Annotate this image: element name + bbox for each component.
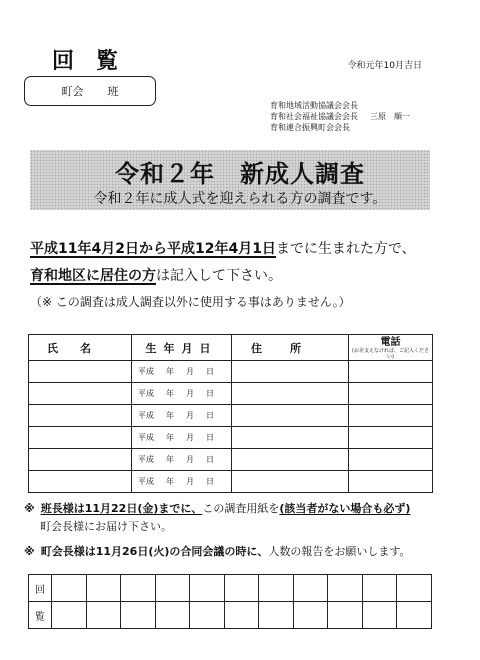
name-cell[interactable] (29, 383, 132, 405)
stamp-cell[interactable] (293, 575, 328, 602)
organization-block (270, 100, 410, 133)
residence-condition: 育和地区に居住の方 (30, 268, 156, 284)
stamp-cell[interactable] (362, 575, 397, 602)
intro-line-1-rest: までに生まれた方で、 (275, 241, 416, 257)
notice-2 (24, 543, 411, 559)
dob-unit: 日 (206, 411, 214, 420)
dob-unit: 月 (186, 367, 194, 376)
dob-unit: 年 (166, 367, 174, 376)
stamp-cell[interactable] (121, 575, 156, 602)
stamp-cell[interactable] (52, 575, 87, 602)
survey-table-header (29, 335, 433, 361)
dob-unit: 月 (186, 411, 194, 420)
stamp-cell[interactable] (328, 575, 363, 602)
notice-mark: ※ (24, 502, 35, 515)
org-line-3: 育和連合振興町会会長 (270, 123, 350, 132)
issue-date: 令和元年10月吉日 (347, 61, 422, 71)
stamp-cell[interactable] (397, 575, 432, 602)
address-cell[interactable] (232, 449, 349, 471)
survey-row (29, 471, 433, 493)
notice-1-mid: この調査用紙を (202, 502, 280, 515)
dob-unit: 平成 (138, 411, 154, 420)
header-name: 氏名 (29, 335, 132, 361)
dob-unit: 年 (166, 477, 174, 486)
dob-unit: 年 (166, 433, 174, 442)
address-cell[interactable] (232, 471, 349, 493)
stamp-cell[interactable] (121, 602, 156, 629)
dob-unit: 日 (206, 455, 214, 464)
stamp-cell[interactable] (190, 575, 225, 602)
stamp-cell[interactable] (293, 602, 328, 629)
stamp-cell[interactable] (259, 602, 294, 629)
phone-cell[interactable] (349, 383, 433, 405)
survey-row (29, 361, 433, 383)
dob-cell[interactable] (132, 449, 232, 471)
chokai-label: 町会 (61, 85, 84, 98)
dob-unit: 年 (166, 389, 174, 398)
org-line-1: 育和地域活動協議会会長 (270, 101, 358, 110)
notice-2-rest: 人数の報告をお願いします。 (268, 545, 411, 558)
dob-unit: 平成 (138, 389, 154, 398)
name-cell[interactable] (29, 405, 132, 427)
dob-unit: 日 (206, 433, 214, 442)
phone-cell[interactable] (349, 405, 433, 427)
dob-cell[interactable] (132, 471, 232, 493)
dob-cell[interactable] (132, 383, 232, 405)
address-cell[interactable] (232, 383, 349, 405)
stamp-cell[interactable] (155, 575, 190, 602)
circulation-row (29, 602, 432, 629)
phone-cell[interactable] (349, 449, 433, 471)
header-phone (349, 335, 433, 361)
phone-cell[interactable] (349, 361, 433, 383)
han-label: 班 (107, 85, 119, 98)
stamp-cell[interactable] (259, 575, 294, 602)
circulation-label: 回 (29, 575, 52, 602)
circulation-label: 覧 (29, 602, 52, 629)
birth-range: 平成11年4月2日から平成12年4月1日 (30, 241, 276, 257)
intro-line-2 (30, 265, 282, 285)
stamp-cell[interactable] (52, 602, 87, 629)
dob-unit: 月 (186, 455, 194, 464)
org-chairperson-name: 三原 順一 (370, 112, 410, 121)
survey-table (28, 334, 433, 493)
dob-unit: 日 (206, 477, 214, 486)
dob-unit: 日 (206, 367, 214, 376)
header-phone-label: 電話 (380, 337, 401, 348)
dob-unit: 月 (186, 477, 194, 486)
page-title: 令和２年 新成人調査 (115, 160, 365, 188)
intro-line-2-rest: は記入して下さい。 (156, 268, 282, 284)
dob-unit: 平成 (138, 367, 154, 376)
address-cell[interactable] (232, 427, 349, 449)
survey-row (29, 427, 433, 449)
address-cell[interactable] (232, 361, 349, 383)
survey-row (29, 405, 433, 427)
stamp-cell[interactable] (86, 575, 121, 602)
stamp-cell[interactable] (328, 602, 363, 629)
chokai-box (24, 76, 156, 106)
notice-1 (24, 500, 410, 516)
name-cell[interactable] (29, 361, 132, 383)
name-cell[interactable] (29, 471, 132, 493)
stamp-cell[interactable] (155, 602, 190, 629)
phone-cell[interactable] (349, 471, 433, 493)
stamp-cell[interactable] (362, 602, 397, 629)
intro-line-1 (30, 238, 416, 258)
dob-unit: 平成 (138, 433, 154, 442)
survey-row (29, 449, 433, 471)
address-cell[interactable] (232, 405, 349, 427)
name-cell[interactable] (29, 449, 132, 471)
page-subtitle: 令和２年に成人式を迎えられる方の調査です。 (93, 191, 387, 207)
dob-unit: 月 (186, 433, 194, 442)
notice-1-deadline: 班長様は11月22日(金)までに、 (40, 502, 203, 515)
kairan-heading: 回覧 (52, 49, 141, 74)
dob-cell[interactable] (132, 405, 232, 427)
privacy-note: （※ この調査は成人調査以外に使用する事はありません。） (30, 295, 351, 309)
dob-cell[interactable] (132, 427, 232, 449)
notice-1-line-2: 町会長様にお届け下さい。 (40, 520, 172, 533)
org-line-2-title: 育和社会福祉協議会会長 (270, 112, 358, 121)
stamp-cell[interactable] (86, 602, 121, 629)
dob-unit: 月 (186, 389, 194, 398)
survey-row (29, 383, 433, 405)
circulation-grid (28, 574, 432, 629)
header-dob: 生年月日 (132, 335, 232, 361)
phone-cell[interactable] (349, 427, 433, 449)
notice-2-meeting: 町会長様は11月26日(火)の合同会議の時に、 (40, 545, 269, 558)
dob-unit: 年 (166, 411, 174, 420)
name-cell[interactable] (29, 427, 132, 449)
notice-mark: ※ (24, 545, 35, 558)
stamp-cell[interactable] (224, 602, 259, 629)
header-address: 住所 (232, 335, 349, 361)
org-line-2 (270, 111, 410, 122)
dob-unit: 年 (166, 455, 174, 464)
stamp-cell[interactable] (397, 602, 432, 629)
stamp-cell[interactable] (224, 575, 259, 602)
dob-unit: 平成 (138, 477, 154, 486)
header-phone-note: (お差支えなければ、ご記入ください) (352, 348, 429, 360)
stamp-cell[interactable] (190, 602, 225, 629)
dob-cell[interactable] (132, 361, 232, 383)
circulation-row (29, 575, 432, 602)
dob-unit: 日 (206, 389, 214, 398)
dob-unit: 平成 (138, 455, 154, 464)
notice-1-emphasis: (該当者がない場合も必ず) (279, 502, 411, 515)
